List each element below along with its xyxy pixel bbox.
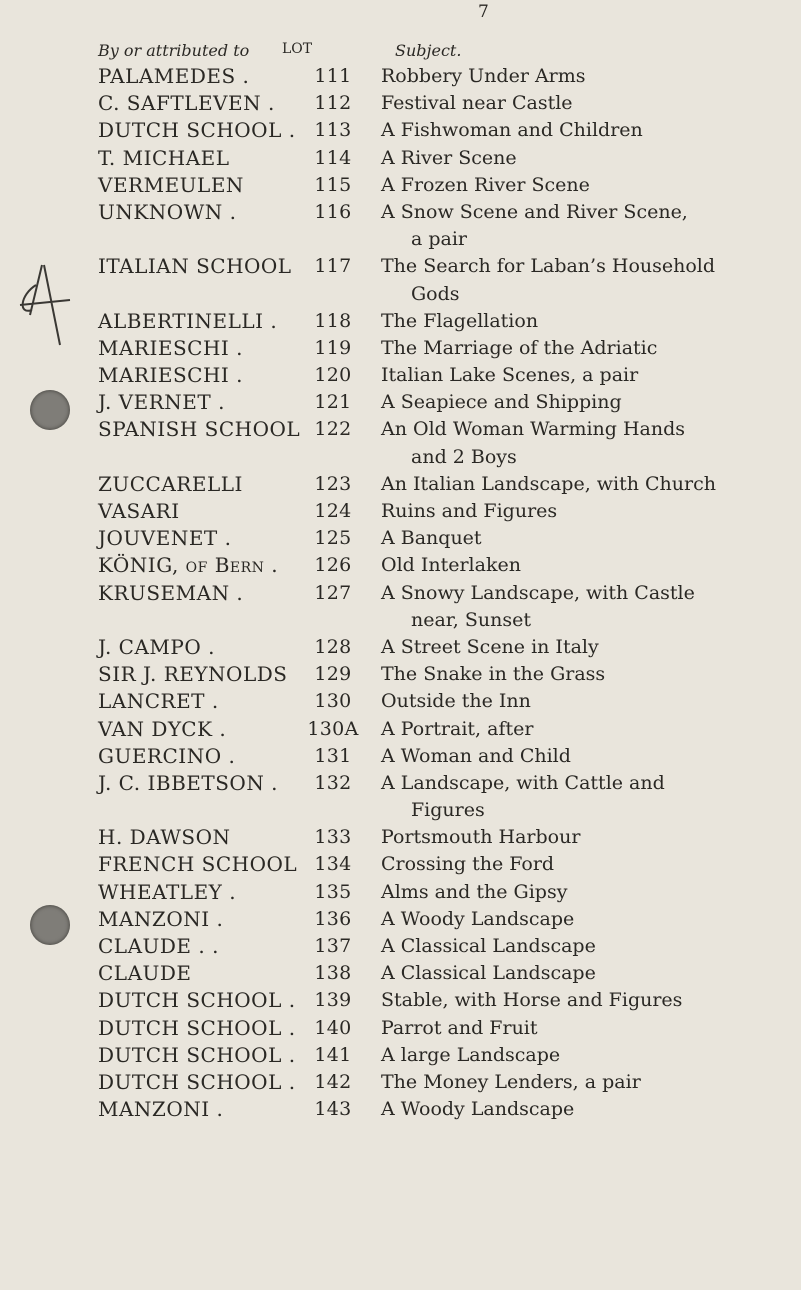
artist-name: ALBERTINELLI . (98, 308, 278, 333)
subject-title: A Classical Landscape (381, 962, 596, 985)
artist-name: C. SAFTLEVEN . (98, 91, 275, 116)
artist-name: PALAMEDES . (98, 64, 250, 88)
subject-title: A Frozen River Scene (381, 173, 590, 196)
artist-name: CLAUDE (98, 961, 192, 986)
subject-title: The Flagellation (381, 309, 539, 332)
lot-number: 127 (314, 581, 352, 604)
binding-hole-top (30, 390, 70, 430)
subject-title: Ruins and Figures (381, 500, 558, 522)
lot-number: 138 (314, 962, 352, 985)
artist-column (98, 63, 301, 1123)
subject-title: Outside the Inn (381, 690, 531, 713)
artist-name: ITALIAN SCHOOL (98, 254, 292, 279)
row-spacer (303, 444, 363, 471)
subject-title: A Snow Scene and River Scene, (381, 200, 688, 223)
lot-number: 114 (314, 146, 352, 169)
subject-title: An Old Woman Warming Hands (381, 418, 686, 441)
row-spacer (303, 281, 363, 308)
lot-number: 129 (314, 663, 352, 686)
subject-title: A Classical Landscape (381, 935, 596, 957)
subject-title: A Fishwoman and Children (381, 119, 643, 142)
lot-number: 124 (314, 500, 352, 522)
subject-title: A Seapiece and Shipping (381, 391, 622, 414)
subject-title: Old Interlaken (381, 554, 521, 577)
handwritten-mark-icon (0, 255, 100, 355)
lot-number: 130A (307, 717, 359, 740)
row-spacer (98, 444, 294, 471)
subject-title: A Portrait, after (381, 717, 534, 740)
subject-title: A River Scene (381, 146, 517, 169)
subject-continuation: Figures (411, 799, 485, 822)
subject-title: Parrot and Fruit (381, 1016, 538, 1039)
artist-name: SIR J. REYNOLDS (98, 662, 288, 687)
artist-name: MANZONI . (98, 1097, 224, 1122)
lot-number: 130 (314, 690, 352, 713)
lot-number: 141 (314, 1043, 352, 1066)
subject-title: A Woman and Child (381, 744, 571, 767)
artist-name: DUTCH SCHOOL . (98, 1015, 296, 1040)
subject-title: Robbery Under Arms (381, 65, 586, 87)
lot-number: 131 (314, 744, 352, 767)
lot-number: 132 (314, 771, 352, 794)
subject-title: A Landscape, with Cattle and (381, 771, 665, 794)
subject-title: Portsmouth Harbour (381, 826, 581, 849)
header-subject: Subject. (395, 41, 462, 60)
lot-number: 133 (314, 826, 352, 849)
lot-number: 143 (314, 1098, 352, 1121)
lot-number: 137 (314, 935, 352, 957)
artist-name: MANZONI . (98, 906, 224, 931)
lot-number: 123 (314, 472, 352, 495)
lot-number: 125 (314, 527, 352, 550)
artist-name: T. MICHAEL (98, 145, 230, 170)
lot-number: 139 (314, 989, 352, 1012)
row-spacer (98, 607, 294, 634)
subject-title: A Snowy Landscape, with Castle (381, 581, 695, 604)
lot-number: 122 (314, 418, 352, 441)
row-spacer (98, 797, 294, 824)
artist-name: J. VERNET . (98, 390, 225, 415)
subject-continuation: and 2 Boys (411, 445, 517, 468)
row-spacer (98, 226, 294, 253)
lot-number: 112 (314, 92, 352, 115)
lot-number: 117 (314, 255, 352, 278)
lot-number: 113 (314, 119, 352, 142)
subject-continuation: near, Sunset (411, 608, 532, 631)
artist-name: J. CAMPO . (98, 634, 215, 659)
artist-name: KÖNIG, of Bern . (98, 553, 279, 578)
artist-name: SPANISH SCHOOL (98, 417, 301, 442)
lot-column (303, 63, 363, 1123)
subject-title: The Snake in the Grass (381, 663, 606, 686)
lot-number: 135 (314, 880, 352, 903)
lot-number: 142 (314, 1070, 352, 1093)
artist-name: LANCRET . (98, 689, 219, 714)
artist-name: VAN DYCK . (98, 716, 227, 741)
subject-title: A Street Scene in Italy (381, 635, 599, 658)
artist-name: ZUCCARELLI (98, 471, 243, 496)
lot-number: 121 (314, 391, 352, 414)
lot-number: 118 (314, 309, 352, 332)
artist-name: MARIESCHI . (98, 363, 244, 388)
lot-number: 128 (314, 635, 352, 658)
artist-name: DUTCH SCHOOL . (98, 118, 296, 143)
artist-name: WHEATLEY . (98, 879, 237, 904)
lot-number: 116 (314, 200, 352, 223)
lot-number: 140 (314, 1016, 352, 1039)
artist-name: VERMEULEN (98, 172, 244, 197)
lot-number: 134 (314, 853, 352, 876)
row-spacer (303, 226, 363, 253)
artist-name: DUTCH SCHOOL . (98, 988, 296, 1013)
artist-name: DUTCH SCHOOL . (98, 1042, 296, 1067)
artist-name: VASARI (98, 499, 180, 523)
subject-title: Crossing the Ford (381, 853, 555, 876)
subject-column (364, 63, 774, 1123)
row-spacer (303, 797, 363, 824)
lot-number: 111 (314, 65, 352, 87)
artist-name: UNKNOWN . (98, 199, 237, 224)
artist-name: DUTCH SCHOOL . (98, 1069, 296, 1094)
artist-name: GUERCINO . (98, 743, 236, 768)
subject-title: A large Landscape (381, 1043, 561, 1066)
artist-name: KRUSEMAN . (98, 580, 244, 605)
lot-number: 119 (314, 336, 352, 359)
header-by: By or attributed to (98, 41, 250, 60)
lot-number: 136 (314, 907, 352, 930)
subject-continuation: a pair (411, 228, 468, 251)
lot-number: 120 (314, 364, 352, 387)
subject-title: Italian Lake Scenes, a pair (381, 364, 639, 387)
subject-title: Stable, with Horse and Figures (381, 989, 683, 1012)
subject-title: Festival near Castle (381, 92, 573, 115)
subject-title: The Marriage of the Adriatic (381, 336, 658, 359)
artist-name: JOUVENET . (98, 526, 232, 551)
subject-title: The Search for Laban’s Household (381, 255, 716, 278)
artist-name: CLAUDE . . (98, 934, 219, 958)
artist-name: MARIESCHI . (98, 335, 244, 360)
subject-title: A Banquet (381, 527, 482, 550)
lot-number: 126 (314, 554, 352, 577)
subject-title: Alms and the Gipsy (381, 880, 568, 903)
page-number: 7 (478, 2, 489, 22)
artist-name: J. C. IBBETSON . (98, 770, 279, 795)
header-lot: LOT (282, 41, 313, 57)
artist-name: H. DAWSON (98, 825, 231, 850)
subject-continuation: Gods (411, 282, 460, 305)
artist-name: FRENCH SCHOOL (98, 852, 298, 877)
subject-title: An Italian Landscape, with Church (381, 472, 716, 495)
binding-hole-bottom (30, 905, 70, 945)
subject-title: The Money Lenders, a pair (381, 1070, 641, 1093)
lot-number: 115 (314, 173, 352, 196)
subject-title: A Woody Landscape (381, 907, 575, 930)
row-spacer (303, 607, 363, 634)
row-spacer (98, 281, 294, 308)
subject-title: A Woody Landscape (381, 1098, 575, 1121)
